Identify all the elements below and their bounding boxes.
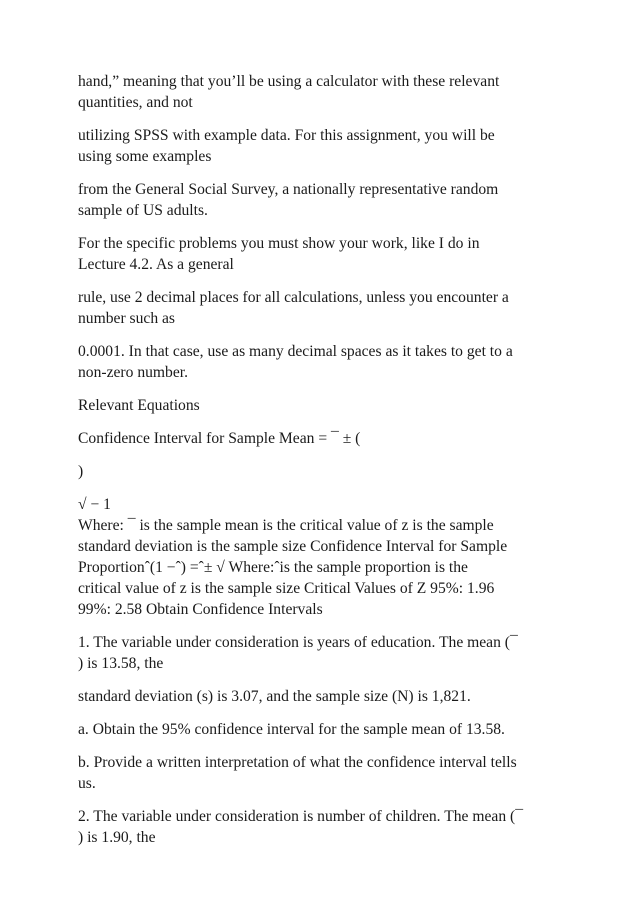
text-line: standard deviation is the sample size Confidence Interval for Sample (78, 538, 508, 555)
text-line: Confidence Interval for Sample Mean = ¯ ± ( (78, 430, 361, 447)
text-line: For the specific problems you must show your work, like I do in (78, 235, 480, 252)
text-line: 1. The variable under consideration is years of education. The mean (¯ (78, 634, 518, 651)
paragraph-problem-1b (78, 752, 564, 794)
paragraph-paren (78, 461, 564, 482)
text-line: hand,” meaning that you’ll be using a calculator with these relevant (78, 73, 500, 90)
paragraph-problem-1a (78, 719, 564, 740)
paragraph-intro-calculator (78, 71, 564, 113)
text-line: √ − 1 (78, 496, 111, 513)
text-line: ) (78, 463, 84, 480)
paragraph-problem-1-stats (78, 686, 564, 707)
text-line: us. (78, 775, 96, 792)
text-line: ) is 1.90, the (78, 829, 156, 846)
paragraph-spss (78, 125, 564, 167)
text-line: number such as (78, 310, 176, 327)
text-line: b. Provide a written interpretation of what the confidence interval tells (78, 754, 517, 771)
text-line: rule, use 2 decimal places for all calculations, unless you encounter a (78, 289, 509, 306)
text-line: using some examples (78, 148, 212, 165)
document-page (78, 71, 564, 848)
text-line: Lecture 4.2. As a general (78, 256, 234, 273)
text-line: critical value of z is the sample size Critical Values of Z 95%: 1.96 (78, 580, 495, 597)
text-line: sample of US adults. (78, 202, 208, 219)
paragraph-problem-1 (78, 632, 564, 674)
text-line: quantities, and not (78, 94, 193, 111)
text-line: 2. The variable under consideration is number of children. The mean (¯ (78, 808, 524, 825)
text-line: Relevant Equations (78, 397, 200, 414)
text-line: 99%: 2.58 Obtain Confidence Intervals (78, 601, 323, 618)
text-line: ) is 13.58, the (78, 655, 164, 672)
paragraph-ci-mean (78, 428, 564, 449)
text-line: from the General Social Survey, a nationally representative random (78, 181, 499, 198)
paragraph-show-work (78, 233, 564, 275)
paragraph-small-number (78, 341, 564, 383)
text-line: Proportionˆ(1 −ˆ) =ˆ± √ Where:ˆis the sample proportion is the (78, 559, 468, 576)
paragraph-gss (78, 179, 564, 221)
text-line: standard deviation (s) is 3.07, and the sample size (N) is 1,821. (78, 688, 471, 705)
paragraph-problem-2 (78, 806, 564, 848)
section-heading-equations (78, 395, 564, 416)
text-line: non-zero number. (78, 364, 188, 381)
text-line: 0.0001. In that case, use as many decimal spaces as it takes to get to a (78, 343, 513, 360)
paragraph-decimal-rule (78, 287, 564, 329)
text-line: a. Obtain the 95% confidence interval for the sample mean of 13.58. (78, 721, 505, 738)
text-line: utilizing SPSS with example data. For this assignment, you will be (78, 127, 495, 144)
paragraph-equation-definitions (78, 494, 564, 620)
text-line: Where: ¯ is the sample mean is the critical value of z is the sample (78, 517, 494, 534)
